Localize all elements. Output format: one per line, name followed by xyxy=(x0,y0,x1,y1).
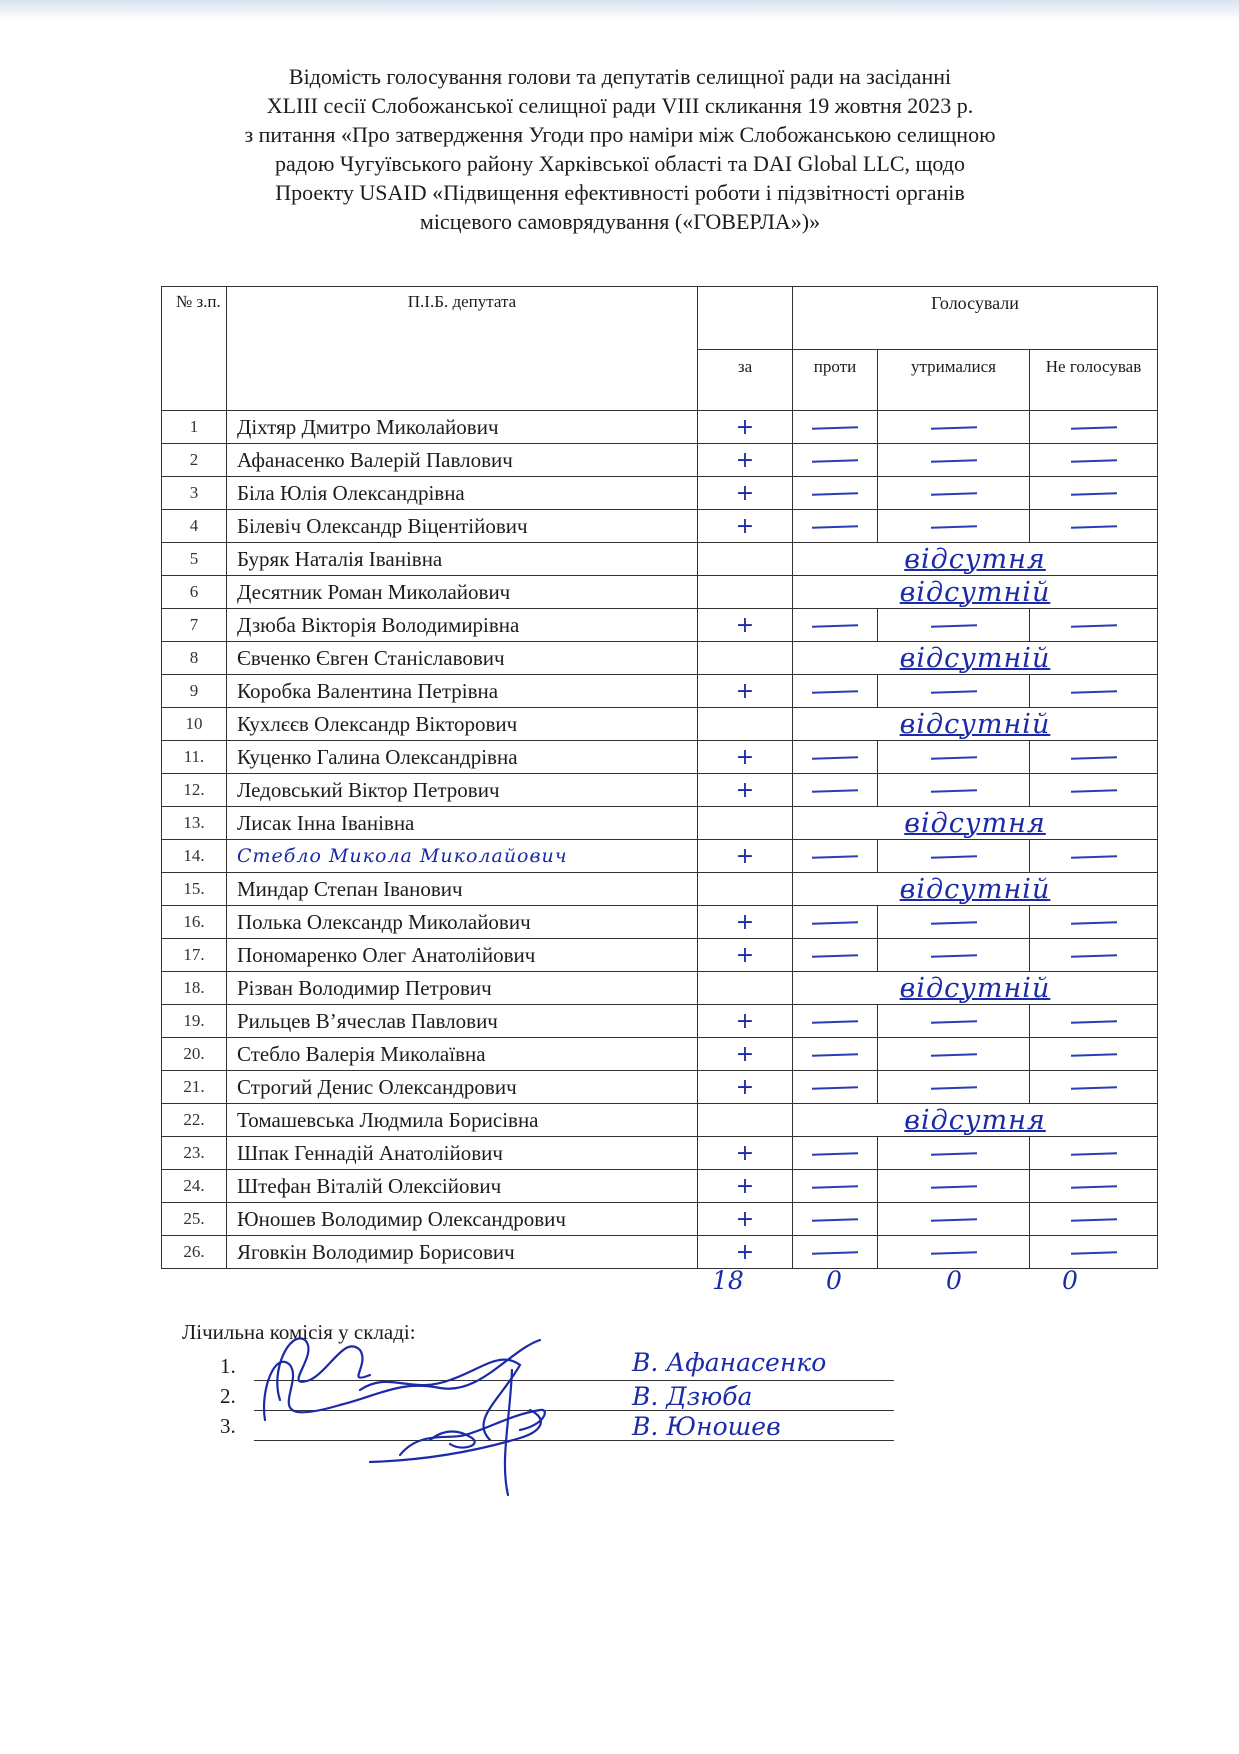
vote-against-dash-cell xyxy=(793,675,878,708)
vote-abstained-dash-cell xyxy=(878,840,1030,873)
deputy-name: Полька Олександр Миколайович xyxy=(227,906,698,939)
vote-not-voted-dash xyxy=(1070,855,1116,859)
vote-abstained-dash-cell xyxy=(878,510,1030,543)
vote-for-mark: + xyxy=(698,1071,793,1104)
commission-number: 3. xyxy=(220,1414,236,1438)
vote-against-dash-cell xyxy=(793,1038,878,1071)
row-number: 24. xyxy=(162,1170,227,1203)
vote-for-mark: + xyxy=(698,1137,793,1170)
vote-abstained-dash xyxy=(930,492,976,496)
absent-handwritten: відсутня xyxy=(904,807,1046,839)
deputy-name: Різван Володимир Петрович xyxy=(227,972,698,1005)
vote-for-mark: + xyxy=(698,1005,793,1038)
deputy-name: Шпак Геннадій Анатолійович xyxy=(227,1137,698,1170)
absent-handwritten: відсутня xyxy=(904,543,1046,575)
vote-for-mark: + xyxy=(698,1203,793,1236)
vote-for-cell xyxy=(698,972,793,1005)
vote-not-voted-dash-cell xyxy=(1030,1203,1158,1236)
vote-against-dash-cell xyxy=(793,411,878,444)
vote-not-voted-dash-cell xyxy=(1030,741,1158,774)
row-number: 19. xyxy=(162,1005,227,1038)
row-number: 25. xyxy=(162,1203,227,1236)
table-row xyxy=(162,774,1158,807)
deputy-name: Рильцев В’ячеслав Павлович xyxy=(227,1005,698,1038)
deputy-name: Євченко Євген Станіславович xyxy=(227,642,698,675)
vote-against-dash xyxy=(812,756,858,760)
absent-mark-cell xyxy=(793,543,1158,576)
vote-for-cell xyxy=(698,873,793,906)
scan-top-edge xyxy=(0,0,1239,20)
table-row xyxy=(162,873,1158,906)
table-row xyxy=(162,576,1158,609)
deputy-name: Юношев Володимир Олександрович xyxy=(227,1203,698,1236)
title-line: радою Чугуївського району Харківської області та DAI Global LLC, щодо xyxy=(275,151,965,176)
table-row xyxy=(162,741,1158,774)
vote-against-dash-cell xyxy=(793,510,878,543)
vote-not-voted-dash xyxy=(1070,426,1116,430)
deputy-name: Буряк Наталія Іванівна xyxy=(227,543,698,576)
deputy-name: Стебло Микола Миколайович xyxy=(227,840,698,873)
vote-for-mark: + xyxy=(698,1236,793,1269)
vote-abstained-dash xyxy=(930,1086,976,1090)
table-row xyxy=(162,1170,1158,1203)
vote-not-voted-dash xyxy=(1070,1218,1116,1222)
row-number: 16. xyxy=(162,906,227,939)
absent-handwritten: відсутній xyxy=(899,972,1051,1004)
vote-for-mark: + xyxy=(698,774,793,807)
vote-not-voted-dash-cell xyxy=(1030,510,1158,543)
vote-abstained-dash xyxy=(930,756,976,760)
commission-member-name: В. Афанасенко xyxy=(632,1348,827,1377)
signature-stroke xyxy=(505,1370,512,1495)
header-name: П.І.Б. депутата xyxy=(227,287,698,411)
vote-against-dash xyxy=(812,954,858,958)
table-row xyxy=(162,609,1158,642)
deputy-name: Десятник Роман Миколайович xyxy=(227,576,698,609)
vote-not-voted-dash xyxy=(1070,1185,1116,1189)
vote-abstained-dash-cell xyxy=(878,1071,1030,1104)
vote-for-mark: + xyxy=(698,906,793,939)
vote-not-voted-dash xyxy=(1070,789,1116,793)
commission-member-name: В. Дзюба xyxy=(632,1382,753,1411)
table-row xyxy=(162,675,1158,708)
total-for: 18 xyxy=(712,1266,744,1295)
vote-against-dash xyxy=(812,789,858,793)
vote-against-dash xyxy=(812,492,858,496)
vote-against-dash xyxy=(812,1185,858,1189)
vote-not-voted-dash-cell xyxy=(1030,1038,1158,1071)
header-for-spacer xyxy=(698,287,793,350)
vote-not-voted-dash-cell xyxy=(1030,675,1158,708)
deputy-name: Біла Юлія Олександрівна xyxy=(227,477,698,510)
commission-number: 1. xyxy=(220,1354,236,1378)
vote-against-dash-cell xyxy=(793,1170,878,1203)
vote-against-dash xyxy=(812,1086,858,1090)
vote-against-dash xyxy=(812,1053,858,1057)
absent-handwritten: відсутня xyxy=(904,1104,1046,1136)
vote-against-dash-cell xyxy=(793,1071,878,1104)
absent-mark-cell xyxy=(793,708,1158,741)
voting-table xyxy=(161,286,1158,1269)
vote-not-voted-dash xyxy=(1070,690,1116,694)
table-row xyxy=(162,1137,1158,1170)
vote-not-voted-dash-cell xyxy=(1030,840,1158,873)
vote-for-mark: + xyxy=(698,477,793,510)
vote-abstained-dash-cell xyxy=(878,609,1030,642)
row-number: 21. xyxy=(162,1071,227,1104)
vote-against-dash-cell xyxy=(793,1137,878,1170)
vote-not-voted-dash xyxy=(1070,1086,1116,1090)
table-row xyxy=(162,444,1158,477)
vote-against-dash xyxy=(812,690,858,694)
vote-against-dash-cell xyxy=(793,906,878,939)
vote-not-voted-dash-cell xyxy=(1030,774,1158,807)
vote-against-dash-cell xyxy=(793,1236,878,1269)
header-voted: Голосували xyxy=(793,287,1158,350)
absent-handwritten: відсутній xyxy=(899,642,1051,674)
table-row xyxy=(162,1071,1158,1104)
row-number: 2 xyxy=(162,444,227,477)
row-number: 4 xyxy=(162,510,227,543)
title-line: з питання «Про затвердження Угоди про наміри між Слобожанською селищною xyxy=(244,122,996,147)
table-row xyxy=(162,1038,1158,1071)
vote-abstained-dash xyxy=(930,1218,976,1222)
vote-against-dash-cell xyxy=(793,1005,878,1038)
vote-for-mark: + xyxy=(698,411,793,444)
vote-abstained-dash-cell xyxy=(878,774,1030,807)
vote-not-voted-dash-cell xyxy=(1030,609,1158,642)
vote-abstained-dash-cell xyxy=(878,1038,1030,1071)
deputy-name: Миндар Степан Іванович xyxy=(227,873,698,906)
vote-against-dash xyxy=(812,921,858,925)
vote-for-cell xyxy=(698,543,793,576)
handwritten-signatures xyxy=(250,1310,610,1500)
vote-abstained-dash xyxy=(930,690,976,694)
row-number: 6 xyxy=(162,576,227,609)
vote-for-mark: + xyxy=(698,1170,793,1203)
vote-abstained-dash-cell xyxy=(878,444,1030,477)
vote-abstained-dash-cell xyxy=(878,939,1030,972)
table-row xyxy=(162,1104,1158,1137)
vote-abstained-dash xyxy=(930,921,976,925)
table-row xyxy=(162,543,1158,576)
vote-against-dash xyxy=(812,1251,858,1255)
absent-handwritten: відсутній xyxy=(899,708,1051,740)
row-number: 13. xyxy=(162,807,227,840)
vote-abstained-dash xyxy=(930,624,976,628)
vote-abstained-dash-cell xyxy=(878,1203,1030,1236)
header-not-voted: Не голосував xyxy=(1030,350,1158,411)
row-number: 12. xyxy=(162,774,227,807)
deputy-name: Лисак Інна Іванівна xyxy=(227,807,698,840)
vote-for-mark: + xyxy=(698,840,793,873)
commission-member-name: В. Юношев xyxy=(632,1412,781,1441)
title-line: XLIII сесії Слобожанської селищної ради VIII скликання 19 жовтня 2023 р. xyxy=(266,93,974,118)
vote-not-voted-dash-cell xyxy=(1030,1071,1158,1104)
vote-against-dash xyxy=(812,525,858,529)
vote-abstained-dash xyxy=(930,1152,976,1156)
vote-for-mark: + xyxy=(698,939,793,972)
row-number: 8 xyxy=(162,642,227,675)
vote-against-dash-cell xyxy=(793,444,878,477)
vote-against-dash-cell xyxy=(793,609,878,642)
commission-label: Лічильна комісія у складі: xyxy=(182,1320,416,1344)
table-row xyxy=(162,477,1158,510)
row-number: 17. xyxy=(162,939,227,972)
absent-mark-cell xyxy=(793,807,1158,840)
vote-not-voted-dash-cell xyxy=(1030,1236,1158,1269)
vote-not-voted-dash-cell xyxy=(1030,1170,1158,1203)
vote-for-cell xyxy=(698,1104,793,1137)
absent-mark-cell xyxy=(793,873,1158,906)
row-number: 3 xyxy=(162,477,227,510)
vote-abstained-dash-cell xyxy=(878,477,1030,510)
row-number: 9 xyxy=(162,675,227,708)
vote-against-dash xyxy=(812,855,858,859)
vote-not-voted-dash xyxy=(1070,1053,1116,1057)
vote-not-voted-dash xyxy=(1070,525,1116,529)
vote-for-cell xyxy=(698,807,793,840)
table-row xyxy=(162,972,1158,1005)
vote-abstained-dash-cell xyxy=(878,741,1030,774)
vote-abstained-dash-cell xyxy=(878,1170,1030,1203)
vote-against-dash-cell xyxy=(793,840,878,873)
header-abstained: утрималися xyxy=(878,350,1030,411)
vote-abstained-dash-cell xyxy=(878,906,1030,939)
vote-not-voted-dash-cell xyxy=(1030,1005,1158,1038)
signature-stroke xyxy=(400,1410,545,1455)
vote-against-dash-cell xyxy=(793,477,878,510)
vote-for-mark: + xyxy=(698,741,793,774)
row-number: 18. xyxy=(162,972,227,1005)
deputy-name: Діхтяр Дмитро Миколайович xyxy=(227,411,698,444)
vote-abstained-dash xyxy=(930,1185,976,1189)
row-number: 15. xyxy=(162,873,227,906)
deputy-name: Білевіч Олександр Віцентійович xyxy=(227,510,698,543)
vote-abstained-dash xyxy=(930,525,976,529)
table-row xyxy=(162,1236,1158,1269)
vote-abstained-dash xyxy=(930,855,976,859)
vote-abstained-dash xyxy=(930,789,976,793)
table-row xyxy=(162,1203,1158,1236)
deputy-name: Дзюба Вікторія Володимирівна xyxy=(227,609,698,642)
table-row xyxy=(162,642,1158,675)
vote-against-dash xyxy=(812,1152,858,1156)
vote-for-mark: + xyxy=(698,1038,793,1071)
row-number: 7 xyxy=(162,609,227,642)
absent-mark-cell xyxy=(793,972,1158,1005)
vote-abstained-dash xyxy=(930,426,976,430)
deputy-name: Афанасенко Валерій Павлович xyxy=(227,444,698,477)
vote-for-mark: + xyxy=(698,444,793,477)
absent-handwritten: відсутній xyxy=(899,873,1051,905)
deputy-name: Строгий Денис Олександрович xyxy=(227,1071,698,1104)
vote-not-voted-dash-cell xyxy=(1030,939,1158,972)
signature-stroke xyxy=(264,1340,540,1420)
vote-not-voted-dash xyxy=(1070,624,1116,628)
vote-not-voted-dash xyxy=(1070,1152,1116,1156)
vote-against-dash xyxy=(812,1218,858,1222)
signature-stroke xyxy=(360,1360,520,1440)
vote-abstained-dash xyxy=(930,1020,976,1024)
vote-against-dash-cell xyxy=(793,939,878,972)
vote-against-dash-cell xyxy=(793,774,878,807)
row-number: 5 xyxy=(162,543,227,576)
header-against: проти xyxy=(793,350,878,411)
vote-against-dash-cell xyxy=(793,1203,878,1236)
deputy-name: Яговкін Володимир Борисович xyxy=(227,1236,698,1269)
commission-number: 2. xyxy=(220,1384,236,1408)
deputy-name: Коробка Валентина Петрівна xyxy=(227,675,698,708)
row-number: 11. xyxy=(162,741,227,774)
title-line: Проекту USAID «Підвищення ефективності роботи і підзвітності органів xyxy=(275,180,965,205)
vote-not-voted-dash-cell xyxy=(1030,477,1158,510)
vote-not-voted-dash xyxy=(1070,1020,1116,1024)
deputy-name: Кухлєєв Олександр Вікторович xyxy=(227,708,698,741)
deputy-name: Куценко Галина Олександрівна xyxy=(227,741,698,774)
vote-not-voted-dash-cell xyxy=(1030,906,1158,939)
total-not-voted: 0 xyxy=(1062,1266,1078,1295)
vote-abstained-dash xyxy=(930,1251,976,1255)
table-row xyxy=(162,840,1158,873)
vote-for-mark: + xyxy=(698,510,793,543)
vote-for-cell xyxy=(698,576,793,609)
row-number: 23. xyxy=(162,1137,227,1170)
absent-mark-cell xyxy=(793,1104,1158,1137)
vote-for-cell xyxy=(698,708,793,741)
vote-against-dash xyxy=(812,459,858,463)
table-row xyxy=(162,708,1158,741)
vote-abstained-dash-cell xyxy=(878,1236,1030,1269)
title-line: Відомість голосування голови та депутатів селищної ради на засіданні xyxy=(288,64,952,89)
vote-abstained-dash xyxy=(930,459,976,463)
vote-abstained-dash xyxy=(930,954,976,958)
vote-not-voted-dash xyxy=(1070,459,1116,463)
header-number: № з.п. xyxy=(162,287,227,411)
vote-not-voted-dash xyxy=(1070,921,1116,925)
document-title xyxy=(140,62,1100,236)
title-line: місцевого самоврядування («ГОВЕРЛА»)» xyxy=(419,209,821,234)
vote-not-voted-dash xyxy=(1070,492,1116,496)
total-abstained: 0 xyxy=(946,1266,962,1295)
table-row xyxy=(162,411,1158,444)
row-number: 14. xyxy=(162,840,227,873)
row-number: 20. xyxy=(162,1038,227,1071)
table-row xyxy=(162,807,1158,840)
vote-abstained-dash-cell xyxy=(878,1137,1030,1170)
vote-not-voted-dash xyxy=(1070,954,1116,958)
vote-not-voted-dash xyxy=(1070,1251,1116,1255)
table-row xyxy=(162,939,1158,972)
vote-for-mark: + xyxy=(698,609,793,642)
vote-abstained-dash xyxy=(930,1053,976,1057)
absent-mark-cell xyxy=(793,576,1158,609)
deputy-name: Томашевська Людмила Борисівна xyxy=(227,1104,698,1137)
deputy-name: Стебло Валерія Миколаївна xyxy=(227,1038,698,1071)
vote-against-dash xyxy=(812,1020,858,1024)
vote-not-voted-dash-cell xyxy=(1030,1137,1158,1170)
row-number: 1 xyxy=(162,411,227,444)
row-number: 26. xyxy=(162,1236,227,1269)
vote-against-dash xyxy=(812,624,858,628)
absent-mark-cell xyxy=(793,642,1158,675)
deputy-name: Пономаренко Олег Анатолійович xyxy=(227,939,698,972)
deputy-name: Штефан Віталій Олексійович xyxy=(227,1170,698,1203)
table-row xyxy=(162,1005,1158,1038)
table-row xyxy=(162,906,1158,939)
vote-not-voted-dash-cell xyxy=(1030,444,1158,477)
vote-not-voted-dash xyxy=(1070,756,1116,760)
total-against: 0 xyxy=(826,1266,842,1295)
vote-against-dash-cell xyxy=(793,741,878,774)
row-number: 10 xyxy=(162,708,227,741)
vote-against-dash xyxy=(812,426,858,430)
vote-abstained-dash-cell xyxy=(878,411,1030,444)
absent-handwritten: відсутній xyxy=(899,576,1051,608)
vote-for-cell xyxy=(698,642,793,675)
header-for: за xyxy=(698,350,793,411)
vote-for-mark: + xyxy=(698,675,793,708)
vote-abstained-dash-cell xyxy=(878,1005,1030,1038)
vote-abstained-dash-cell xyxy=(878,675,1030,708)
table-row xyxy=(162,510,1158,543)
row-number: 22. xyxy=(162,1104,227,1137)
vote-not-voted-dash-cell xyxy=(1030,411,1158,444)
deputy-name: Ледовський Віктор Петрович xyxy=(227,774,698,807)
